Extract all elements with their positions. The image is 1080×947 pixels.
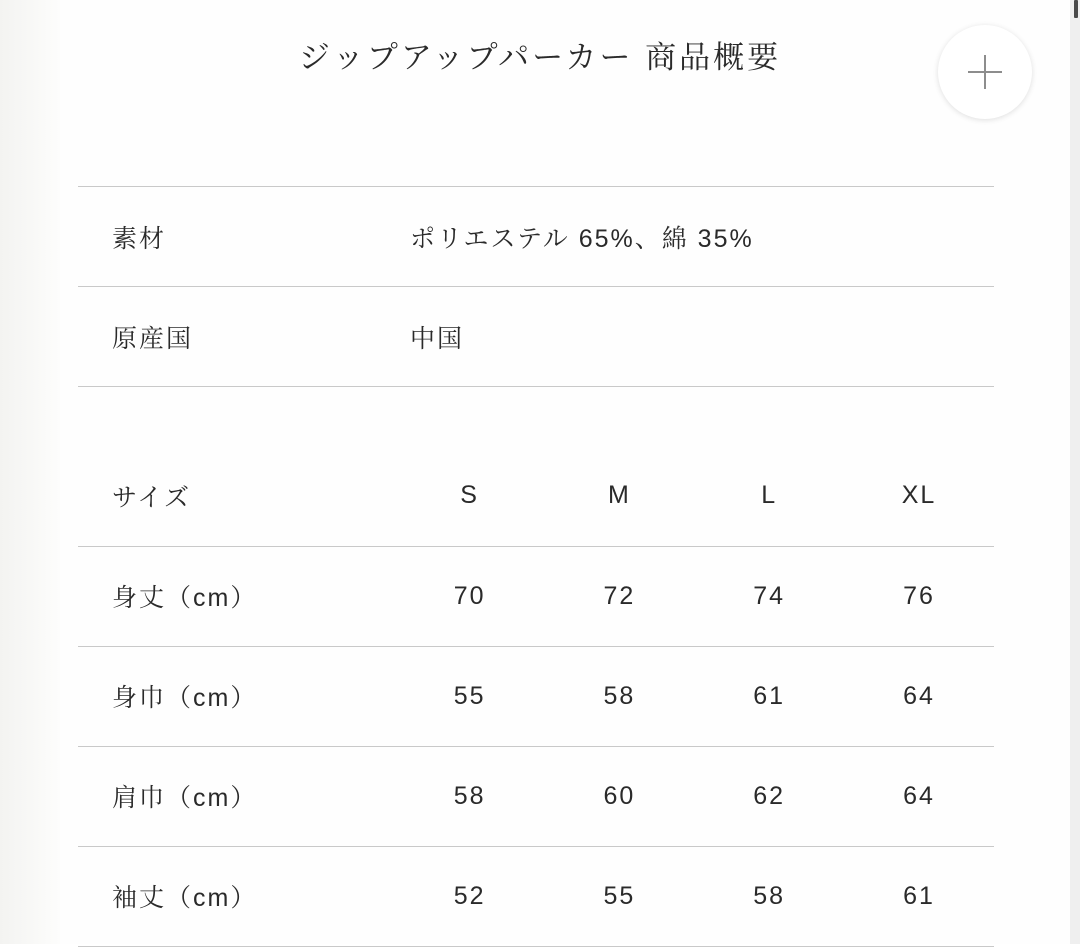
measure-value: 64 [844, 646, 994, 746]
measure-value: 64 [844, 746, 994, 846]
measure-label: 肩巾（cm） [78, 746, 395, 846]
specification-table [78, 186, 994, 387]
table-row [78, 646, 994, 746]
measure-value: 52 [395, 846, 545, 946]
measure-value: 60 [545, 746, 695, 846]
measure-value: 72 [545, 546, 695, 646]
table-header-row [78, 446, 994, 546]
size-table-corner-label: サイズ [78, 446, 395, 546]
add-button[interactable] [938, 25, 1032, 119]
page-title: ジップアップパーカー 商品概要 [298, 40, 782, 75]
measure-value: 55 [395, 646, 545, 746]
spec-value: ポリエステル 65%、綿 35% [402, 187, 994, 287]
plus-icon [968, 55, 1002, 89]
measure-value: 61 [694, 646, 844, 746]
measure-label: 身巾（cm） [78, 646, 395, 746]
size-column-header-xl: XL [844, 446, 994, 546]
measure-value: 58 [694, 846, 844, 946]
page-right-edge [1070, 0, 1080, 944]
table-row [78, 846, 994, 946]
measure-value: 58 [395, 746, 545, 846]
table-row [78, 746, 994, 846]
measure-value: 61 [844, 846, 994, 946]
size-column-header-l: L [694, 446, 844, 546]
measure-value: 70 [395, 546, 545, 646]
measure-label: 身丈（cm） [78, 546, 395, 646]
table-row [78, 287, 994, 387]
size-column-header-m: M [545, 446, 695, 546]
scroll-indicator [1074, 0, 1078, 18]
measure-label: 袖丈（cm） [78, 846, 395, 946]
measure-value: 74 [694, 546, 844, 646]
size-column-header-s: S [395, 446, 545, 546]
size-chart-table [78, 446, 994, 947]
measure-value: 58 [545, 646, 695, 746]
table-row [78, 187, 994, 287]
spec-label: 原産国 [78, 287, 402, 387]
measure-value: 62 [694, 746, 844, 846]
spec-value: 中国 [402, 287, 994, 387]
table-row [78, 546, 994, 646]
measure-value: 55 [545, 846, 695, 946]
spec-label: 素材 [78, 187, 402, 287]
measure-value: 76 [844, 546, 994, 646]
